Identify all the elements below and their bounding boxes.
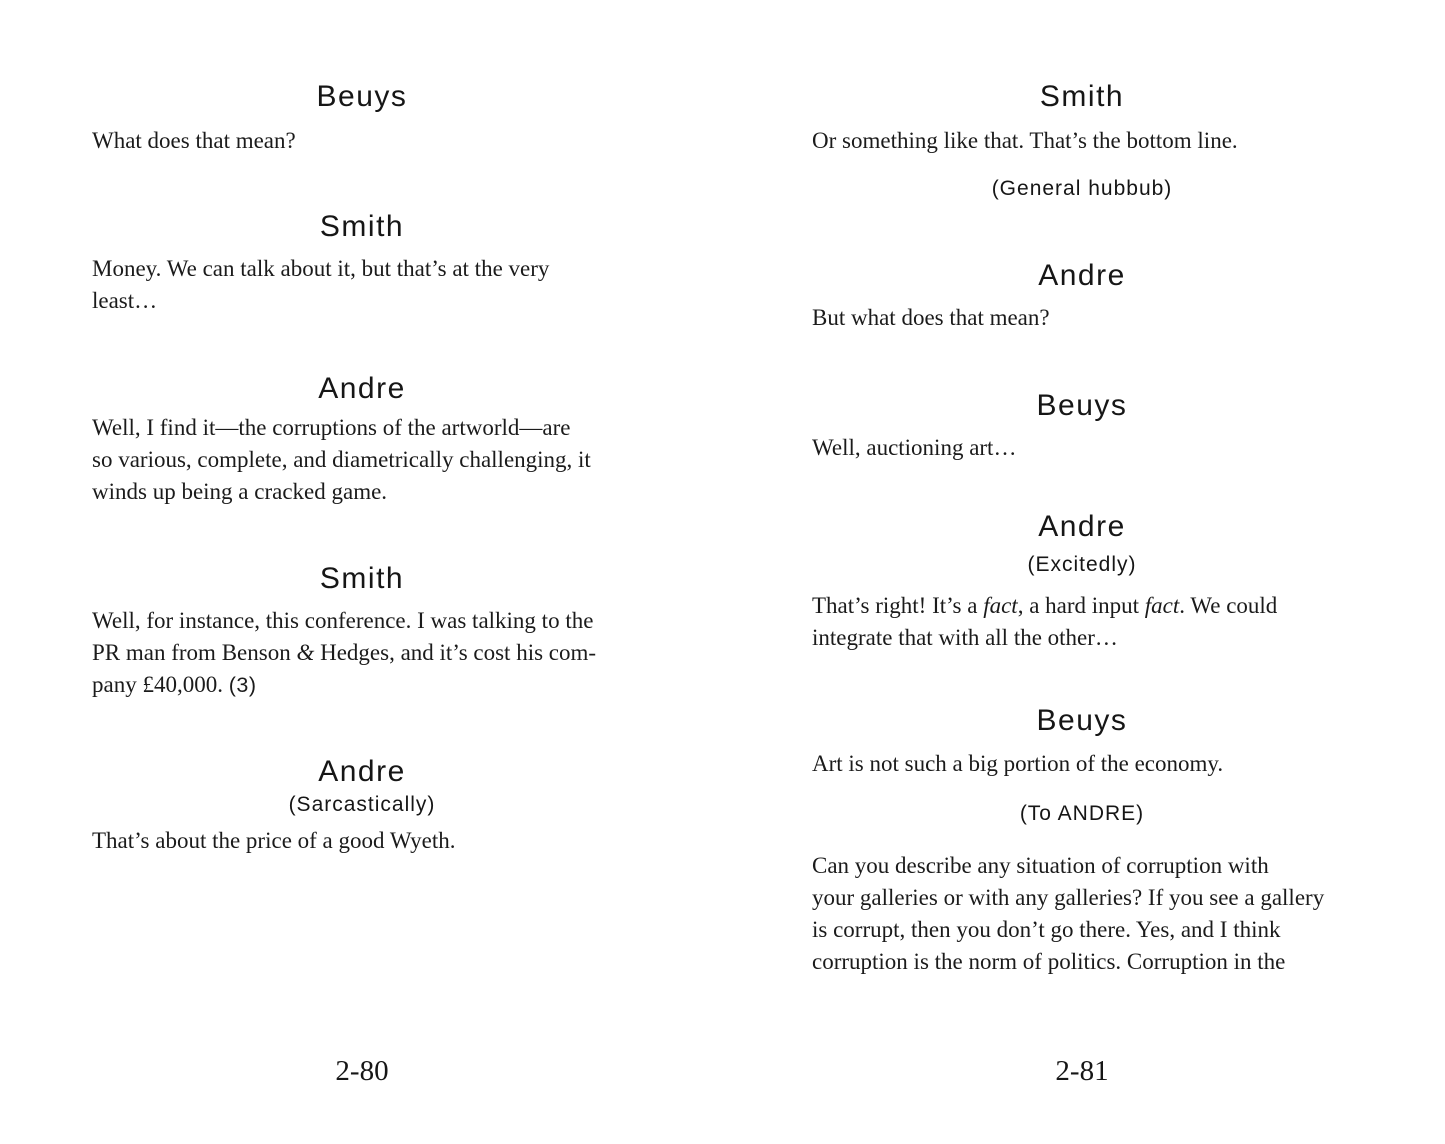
- dialogue-paragraph: [812, 850, 1352, 978]
- dialogue-paragraph: [92, 125, 632, 157]
- dialogue-paragraph: [812, 125, 1352, 157]
- dialogue-line: integrate that with all the other…: [812, 625, 1118, 650]
- dialogue-line: Or something like that. That’s the bottom line.: [812, 128, 1238, 153]
- dialogue-line: [92, 637, 632, 669]
- dialogue-paragraph: [812, 302, 1352, 334]
- dialogue-line: But what does that mean?: [812, 305, 1050, 330]
- speaker-heading: Andre: [1038, 259, 1126, 292]
- speaker-heading: Andre: [318, 755, 406, 788]
- dialogue-paragraph: [812, 432, 1352, 464]
- dialogue-line: [92, 669, 632, 701]
- right-page: [812, 0, 1352, 1144]
- dialogue-line: corruption is the norm of politics. Corruption in the: [812, 949, 1286, 974]
- speaker-heading: Beuys: [1036, 704, 1128, 737]
- stage-direction: (General hubbub): [991, 177, 1173, 200]
- dialogue-line: That’s about the price of a good Wyeth.: [92, 828, 456, 853]
- speaker-heading: Smith: [319, 562, 405, 595]
- dialogue-line: is corrupt, then you don’t go there. Yes, and I think: [812, 917, 1281, 942]
- dialogue-paragraph: [92, 253, 632, 317]
- speaker-heading: Smith: [319, 210, 405, 243]
- dialogue-paragraph: [812, 590, 1352, 654]
- line-segment: , a hard input: [1017, 593, 1145, 618]
- dialogue-paragraph: [92, 412, 632, 508]
- italic-ampersand: &: [296, 640, 315, 665]
- line-segment: PR man from Benson: [92, 640, 297, 665]
- page-number: 2-81: [1055, 1055, 1109, 1087]
- speaker-heading: Andre: [318, 372, 406, 405]
- dialogue-line: so various, complete, and diametrically challenging, it: [92, 447, 591, 472]
- speaker-heading: Smith: [1039, 80, 1125, 113]
- dialogue-line: Well, I find it—the corruptions of the artworld—are: [92, 415, 571, 440]
- line-segment: pany £40,000.: [92, 672, 229, 697]
- dialogue-paragraph: [812, 748, 1352, 780]
- speaker-heading: Beuys: [316, 80, 408, 113]
- dialogue-line: least…: [92, 288, 158, 313]
- dialogue-paragraph: [92, 605, 632, 701]
- speaker-heading: Andre: [1038, 510, 1126, 543]
- dialogue-line: Well, for instance, this conference. I was talking to the: [92, 608, 594, 633]
- stage-direction: (Sarcastically): [288, 793, 436, 816]
- dialogue-line: Well, auctioning art…: [812, 435, 1017, 460]
- left-page: [92, 0, 632, 1144]
- dialogue-line: winds up being a cracked game.: [92, 479, 388, 504]
- dialogue-line: your galleries or with any galleries? If you see a gallery: [812, 885, 1325, 910]
- dialogue-line: Art is not such a big portion of the economy.: [812, 751, 1224, 776]
- footnote-marker: (3): [228, 673, 257, 697]
- speaker-heading: Beuys: [1036, 389, 1128, 422]
- italic-emphasis: fact: [983, 593, 1018, 618]
- dialogue-line: [812, 590, 1352, 622]
- line-segment: . We could: [1179, 593, 1278, 618]
- italic-emphasis: fact: [1144, 593, 1180, 618]
- dialogue-line: What does that mean?: [92, 128, 296, 153]
- dialogue-line: Can you describe any situation of corruption with: [812, 853, 1269, 878]
- stage-direction: (To ANDRE): [1019, 802, 1145, 825]
- dialogue-paragraph: [92, 825, 632, 857]
- line-segment: Hedges, and it’s cost his com-: [314, 640, 597, 665]
- stage-direction: (Excitedly): [1027, 553, 1137, 576]
- line-segment: That’s right! It’s a: [812, 593, 984, 618]
- page-number: 2-80: [335, 1055, 389, 1087]
- dialogue-line: Money. We can talk about it, but that’s at the very: [92, 256, 550, 281]
